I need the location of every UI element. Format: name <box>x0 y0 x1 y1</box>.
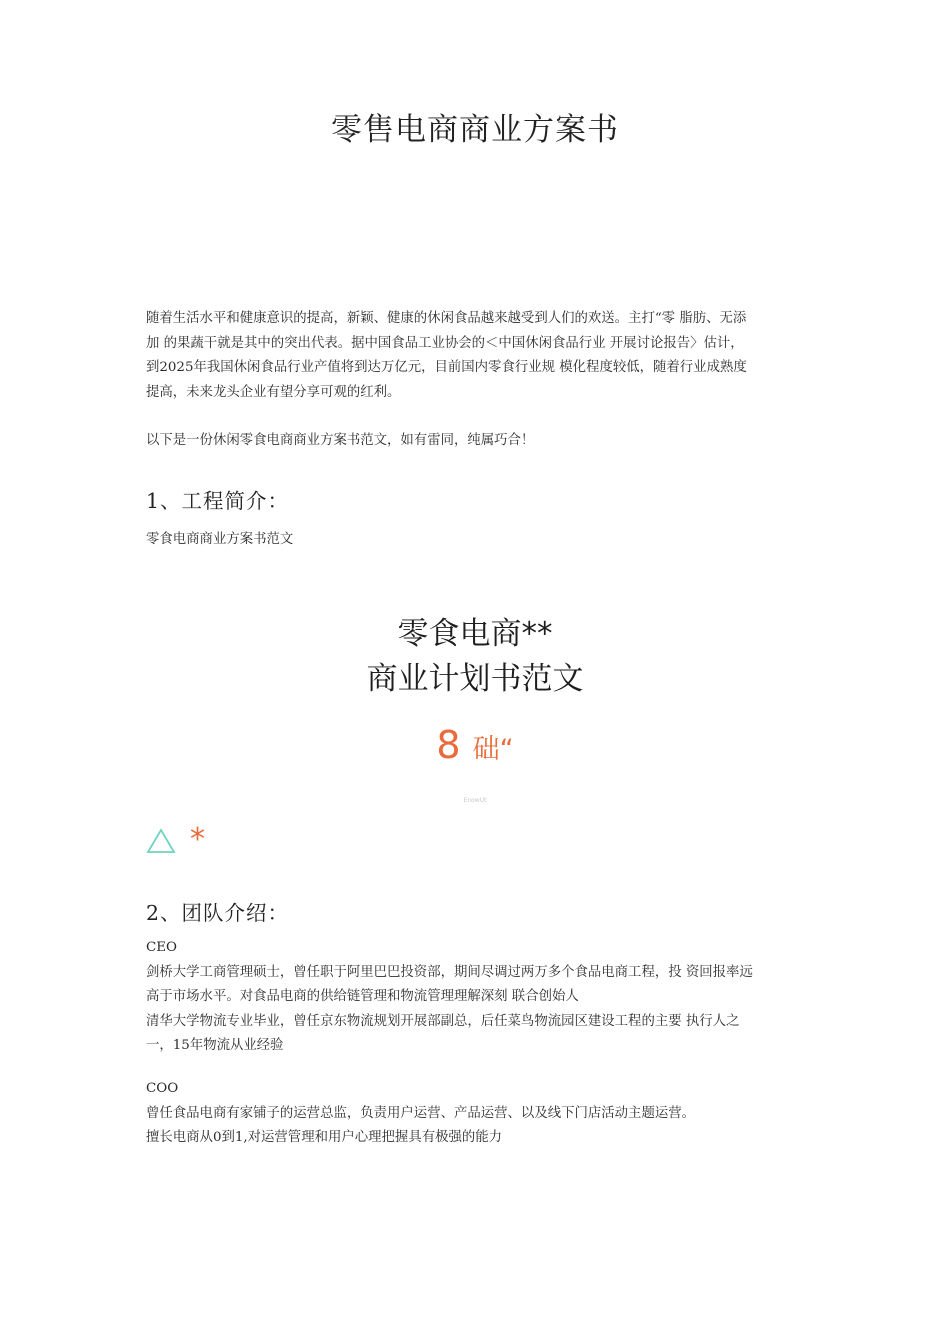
intro-paragraph <box>146 307 818 405</box>
cover-mark-text: 础“ <box>472 734 514 765</box>
cover-tiny-caption: EnowUt <box>463 797 487 804</box>
section1-subtitle-text: 零食电商商业方案书范文 <box>146 532 294 547</box>
intro-line: 随着生活水平和健康意识的提高，新颖、健康的休闲食品越来越受到人们的欢送。主打“零 脂肪、无添 <box>146 311 747 326</box>
coo-label: COO <box>146 1081 179 1096</box>
ceo-line: 一，15年物流从业经验 <box>146 1038 284 1053</box>
intro-line: 提高，未来龙头企业有望分享可观的红利。 <box>146 384 401 400</box>
ceo-label: CEO <box>146 940 177 955</box>
section1-heading: 1、工程简介： <box>146 489 290 513</box>
ceo-line: 高于市场水平。对食品电商的供给链管理和物流管理理解深刻 联合创始人 <box>146 989 579 1004</box>
coo-block <box>146 1077 818 1151</box>
asterisk-symbol: * <box>190 822 205 857</box>
cover-mark <box>0 720 950 775</box>
section1-subtitle <box>146 528 818 553</box>
cover-title-line1: 零食电商** <box>397 616 553 652</box>
section2-heading: 2、团队介绍： <box>146 901 290 925</box>
document-title: 零售电商商业方案书 <box>331 112 619 148</box>
triangle-outline-icon <box>146 828 176 854</box>
ceo-block <box>146 936 818 1059</box>
intro-note <box>146 429 818 454</box>
intro-line: 到2025年我国休闲食品行业产值将到达万亿元，目前国内零食行业规 模化程度较低，随着行业成熟度 <box>146 360 747 375</box>
intro-note-text: 以下是一份休闲零食电商商业方案书范文，如有雷同，纯属巧合！ <box>146 433 535 448</box>
coo-line: 擅长电商从0到1,对运营管理和用户心理把握具有极强的能力 <box>146 1130 503 1145</box>
cover-title-line2: 商业计划书范文 <box>366 661 584 697</box>
intro-line: 加 的果蔬干就是其中的突出代表。据中国食品工业协会的＜中国休闲食品行业 开展讨论报告〉估计， <box>146 335 744 351</box>
ceo-line: 剑桥大学工商管理硕士，曾任职于阿里巴巴投资部，期间尽调过两万多个食品电商工程，投 资回报率远 <box>146 964 753 980</box>
ceo-line: 清华大学物流专业毕业，曾任京东物流规划开展部副总，后任菜鸟物流园区建设工程的主要 执行人之 <box>146 1013 740 1029</box>
cover-mark-number: 8 <box>436 723 461 767</box>
coo-line: 曾任食品电商有家铺子的运营总监，负责用户运营、产品运营、以及线下门店活动主题运营。 <box>146 1105 696 1121</box>
